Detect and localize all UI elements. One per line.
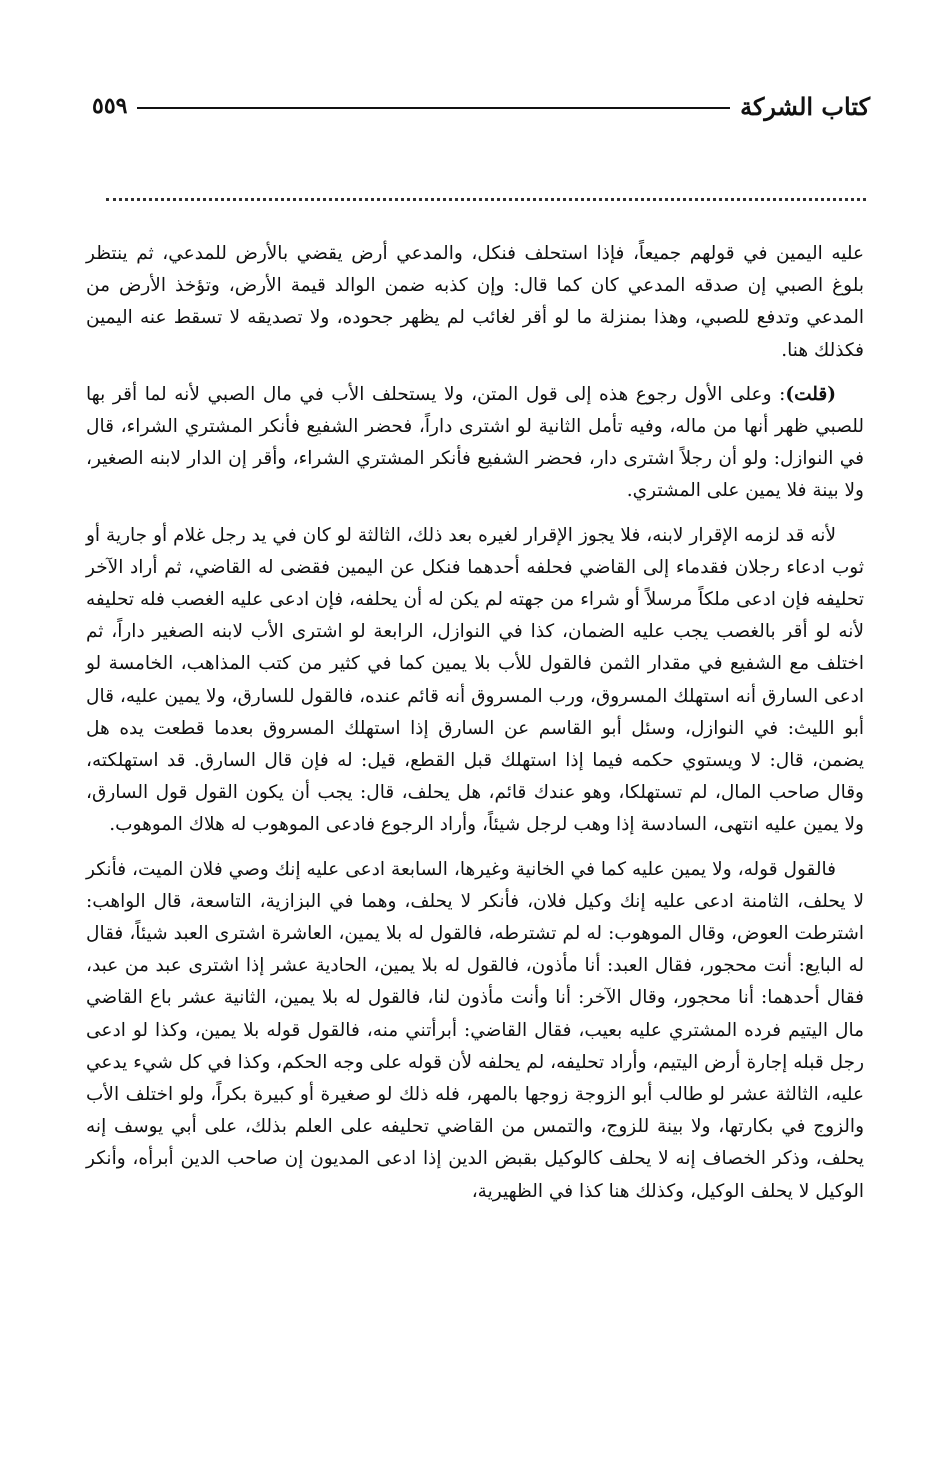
- paragraph-text: عليه اليمين في قولهم جميعاً، فإذا استحلف فنكل، والمدعي أرض يقضي بالأرض للمدعي، ثم ينتظر بلوغ الصبي إن صدقه المدعي كان كما قال: وإن كذبه ضمن الوالد قيمة الأرض، وتؤخذ الأرض من المدعي وتدفع للصبي، وهذا بمنزلة ما لو أقر لغائب لم يظهر جحوده، ولا تصديقه لا تسقط عنه اليمين فكذلك هنا.: [86, 243, 864, 361]
- header-rule: [137, 107, 730, 109]
- dotted-separator: [106, 198, 866, 201]
- paragraph-2: [86, 379, 864, 508]
- body-text: [86, 238, 864, 1220]
- paragraph-3: [86, 520, 864, 842]
- paragraph-1: [86, 238, 864, 367]
- running-header: [92, 88, 870, 124]
- paragraph-text: لأنه قد لزمه الإقرار لابنه، فلا يجوز الإقرار لغيره بعد ذلك، الثالثة لو كان في يد رجل غلام أو جارية أو ثوب ادعاء رجلان فقدماء إلى القاضي فحلفه أحدهما فنكل عن اليمين فقضى له القاضي، ثم أراد الآخر تحليفه فإن ادعى ملكاً مرسلاً أو شراء من جهته لم يكن له أن يحلفه، فإن ادعى عليه الغصب فله تحليفه لأنه لو أقر بالغصب يجب عليه الضمان، كذا في النوازل، الرابعة لو اشترى الأب لابنه الصغير داراً، ثم اختلف مع الشفيع في مقدار الثمن فالقول للأب بلا يمين كما في كثير من كتب المذاهب، الخامسة لو ادعى السارق أنه استهلك المسروق، ورب المسروق أنه قائم عنده، فالقول للسارق، ولا يمين عليه، قال أبو الليث: في النوازل، وسئل أبو القاسم عن السارق إذا استهلك المسروق بعدما قطعت يده هل يضمن، قال: لا ويستوي حكمه فيما إذا استهلك قبل القطع، قيل: له فإن قال السارق. قد استهلكته، وقال صاحب المال، لم تستهلكا، وهو عندك قائم، هل يحلف، قال: يجب أن يكون القول قول السارق، ولا يمين عليه انتهى، السادسة إذا وهب لرجل شيئاً، وأراد الرجوع فادعى الموهوب له هلاك الموهوب.: [86, 524, 864, 836]
- paragraph-4: [86, 854, 864, 1208]
- qult-marker: (قلت): [785, 383, 836, 405]
- paragraph-text: : وعلى الأول رجوع هذه إلى قول المتن، ولا يستحلف الأب في مال الصبي لأنه لما أقر بها للصبي ظهر أنها من ماله، وفيه تأمل الثانية لو اشترى داراً، فحضر الشفيع فأنكر المشتري الشراء، قال في النوازل: ولو أن رجلاً اشترى دار، فحضر الشفيع فأنكر المشتري الشراء، وأقر إن الدار لابنه الصغير، ولا بينة فلا يمين على المشتري.: [86, 383, 864, 502]
- page-number: ٥٥٩: [92, 93, 128, 119]
- paragraph-text: فالقول قوله، ولا يمين عليه كما في الخانية وغيرها، السابعة ادعى عليه إنك وصي فلان الميت، فأنكر لا يحلف، الثامنة ادعى عليه إنك وكيل فلان، فأنكر لا يحلف، وهما في البزازية، التاسعة، قال الواهب: اشترطت العوض، وقال الموهوب: له لم تشترطه، فالقول له بلا يمين، العاشرة اشترى العبد شيئاً، فقال له البايع: أنت محجور، فقال العبد: أنا مأذون، فالقول له بلا يمين، الحادية عشر إذا اشترى عبد من عبد، فقال أحدهما: أنا محجور، وقال الآخر: أنا وأنت مأذون لنا، فالقول له بلا يمين، الثانية عشر باع القاضي مال اليتيم فرده المشتري عليه بعيب، فقال القاضي: أبرأتني منه، فالقول قوله بلا يمين، وكذا لو ادعى رجل قبله إجارة أرض اليتيم، وأراد تحليفه، لم يحلفه لأن قوله على وجه الحكم، وكذا في كل شيء يدعي عليه، الثالثة عشر لو طالب أبو الزوجة زوجها بالمهر، فله ذلك لو صغيرة أو كبيرة بكراً، ولو اختلف الأب والزوج في بكارتها، ولا بينة للزوج، والتمس من القاضي تحليفه على العلم بذلك، على أبي يوسف إنه يحلف، وذكر الخصاف إنه لا يحلف كالوكيل بقبض الدين إذا ادعى المديون إن صاحب الدين أبرأه، وأنكر الوكيل لا يحلف الوكيل، وكذلك هنا كذا في الظهيرية،: [86, 858, 864, 1202]
- book-title: كتاب الشركة: [740, 91, 870, 121]
